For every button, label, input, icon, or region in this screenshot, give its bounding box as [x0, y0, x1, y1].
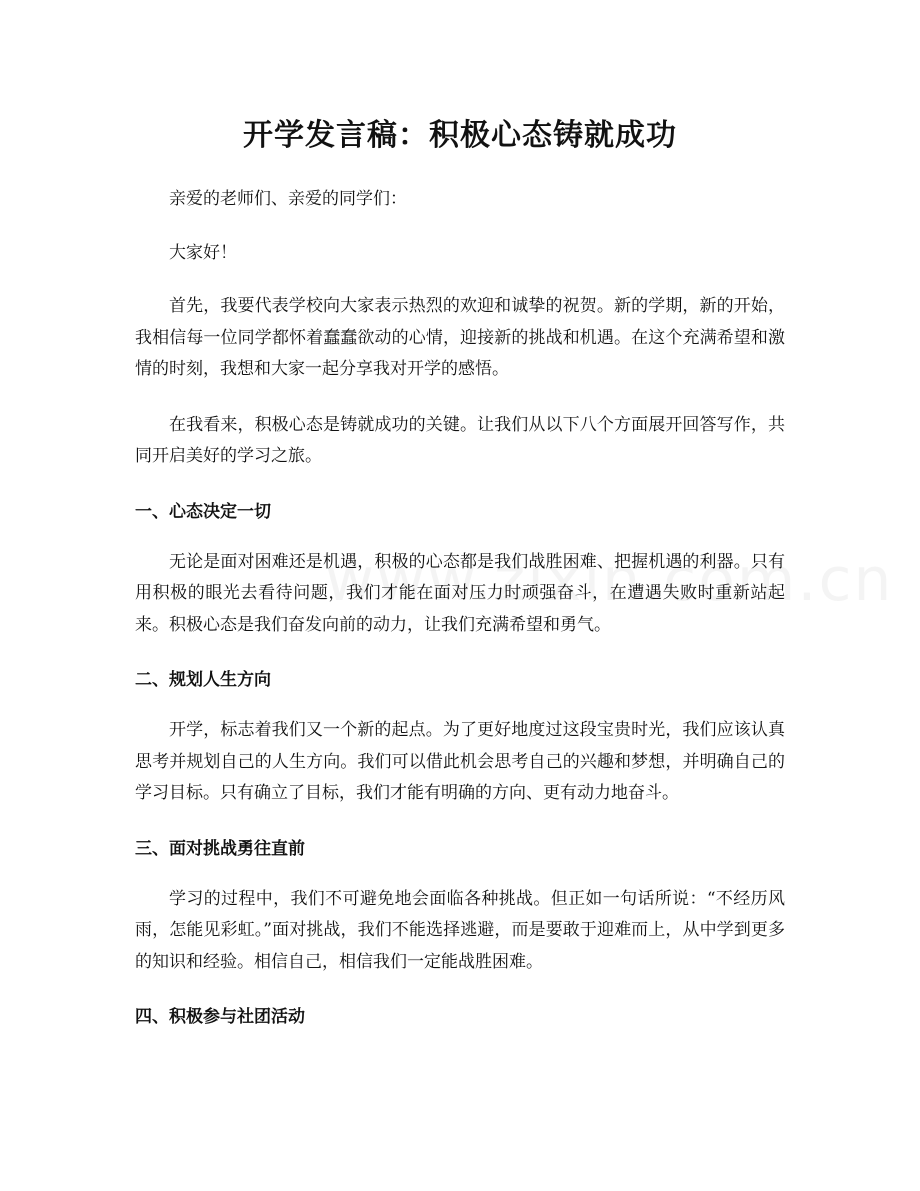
hello-line: 大家好！	[169, 242, 237, 263]
greeting: 亲爱的老师们、亲爱的同学们：	[169, 189, 407, 209]
section-paragraph: 无论是面对困难还是机遇，积极的心态都是我们战胜困难、把握机遇的利器。只有用积极的眼光去看待问题，我们才能在面对压力时顽强奋斗，在遭遇失败时重新站起来。积极心态是我们奋发向前的动力，让我们充满希望和勇气。	[135, 551, 785, 635]
section-heading: 四、积极参与社团活动	[135, 1007, 305, 1027]
document-body	[135, 184, 785, 1052]
section-heading: 三、面对挑战勇往直前	[135, 838, 305, 859]
section-heading: 一、心态决定一切	[135, 501, 271, 522]
section-paragraph: 开学，标志着我们又一个新的起点。为了更好地度过这段宝贵时光，我们应该认真思考并规划自己的人生方向。我们可以借此机会思考自己的兴趣和梦想，并明确自己的学习目标。只有确立了目标，我们才能有明确的方向、更有动力地奋斗。	[135, 720, 785, 803]
section-heading: 二、规划人生方向	[135, 670, 271, 690]
intro-paragraph: 在我看来，积极心态是铸就成功的关键。让我们从以下八个方面展开回答写作，共同开启美好的学习之旅。	[135, 414, 785, 466]
section-paragraph: 学习的过程中，我们不可避免地会面临各种挑战。但正如一句话所说：“不经历风雨，怎能见彩虹。”面对挑战，我们不能选择逃避，而是要敢于迎难而上，从中学到更多的知识和经验。相信自己，相信我们一定能战胜困难。	[135, 888, 785, 972]
document-title: 开学发言稿：积极心态铸就成功	[243, 118, 677, 153]
intro-paragraph: 首先，我要代表学校向大家表示热烈的欢迎和诚挚的祝贺。新的学期，新的开始，我相信每一位同学都怀着蠢蠢欲动的心情，迎接新的挑战和机遇。在这个充满希望和激情的时刻，我想和大家一起分享我对开学的感悟。	[135, 296, 785, 379]
